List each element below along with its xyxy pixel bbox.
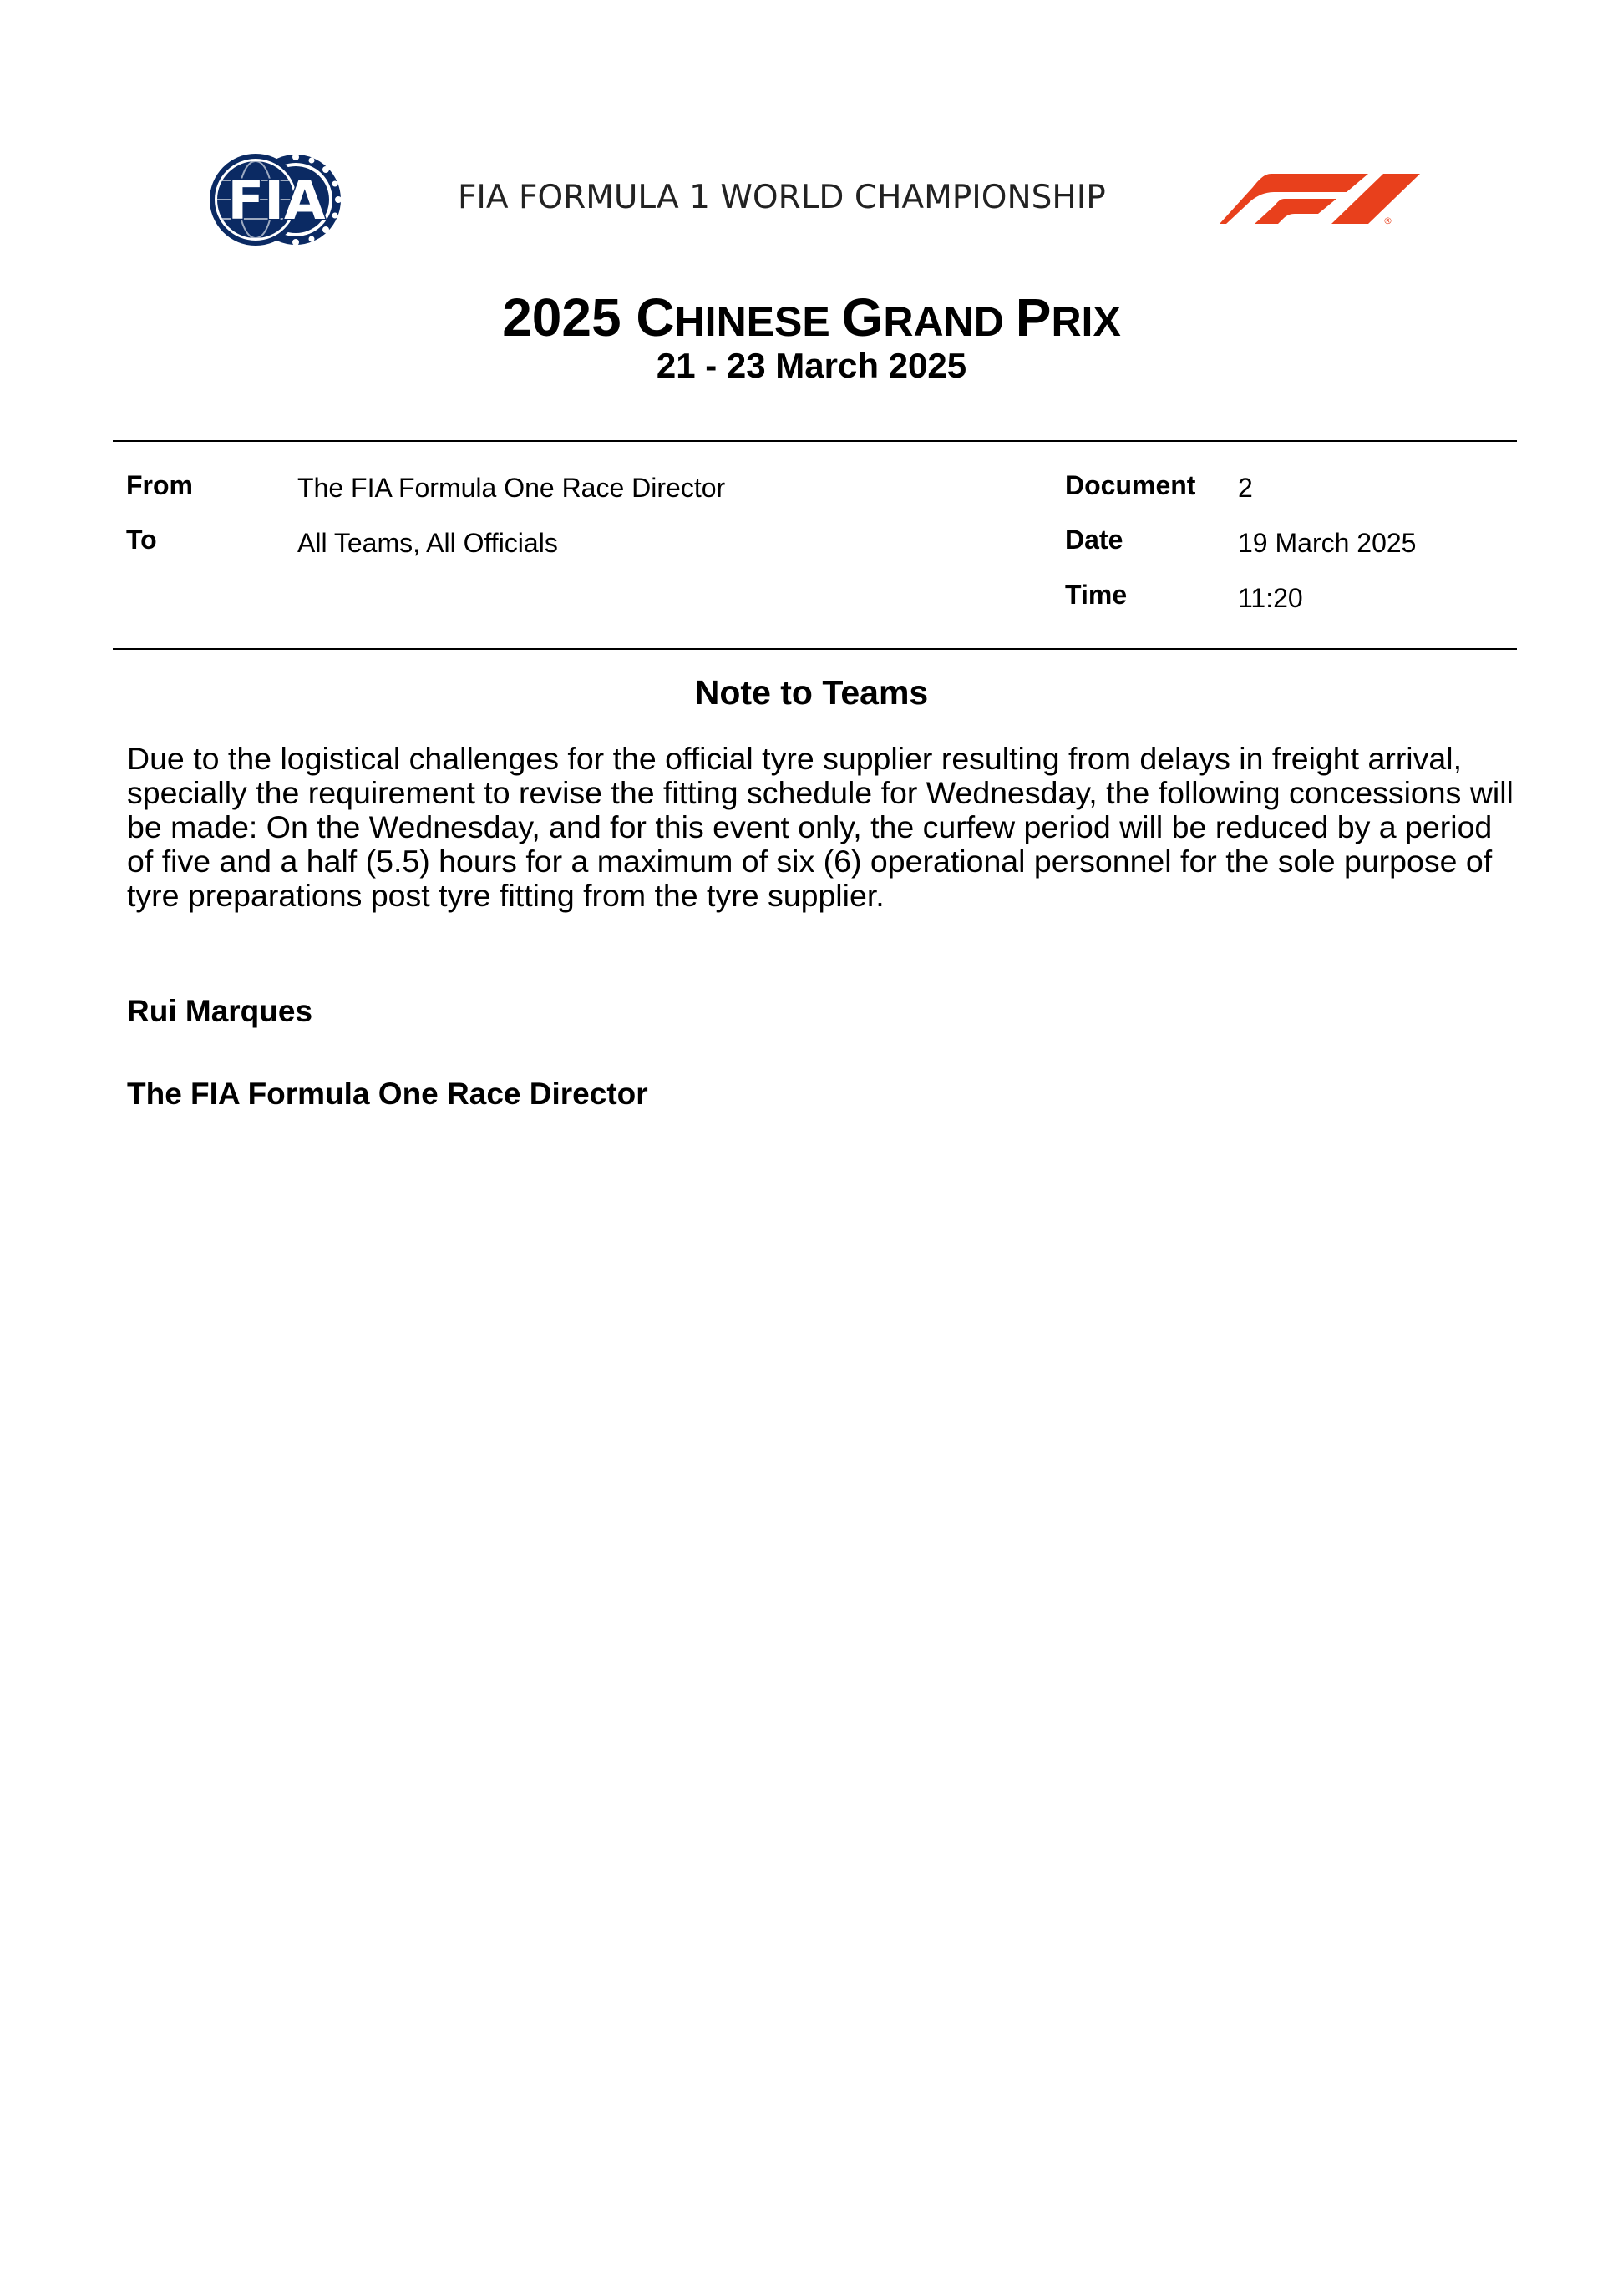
event-dates: 21 - 23 March 2025 bbox=[656, 346, 967, 385]
event-title-cap-3: P bbox=[1015, 287, 1052, 347]
note-line: specially the requirement to revise the fitting schedule for Wednesday, the following concessions will bbox=[127, 775, 1514, 810]
date-value: 19 March 2025 bbox=[1238, 528, 1417, 558]
svg-text:FIA: FIA bbox=[227, 170, 326, 232]
f1-logo-icon bbox=[1220, 174, 1420, 226]
event-title-cap-2: G bbox=[841, 287, 884, 347]
document-label: Document bbox=[1065, 470, 1196, 500]
signatory-name: Rui Marques bbox=[127, 994, 313, 1028]
from-label: From bbox=[126, 470, 193, 500]
to-label: To bbox=[126, 525, 157, 555]
event-title-cap-1: C bbox=[636, 287, 675, 347]
note-body bbox=[127, 742, 1514, 913]
svg-text:®: ® bbox=[1383, 215, 1392, 226]
top-divider bbox=[113, 440, 1517, 442]
document-value: 2 bbox=[1238, 473, 1253, 503]
event-title bbox=[0, 286, 1623, 348]
note-line: tyre preparations post tyre fitting from the tyre supplier. bbox=[127, 878, 885, 913]
signatory-role: The FIA Formula One Race Director bbox=[127, 1077, 648, 1111]
to-value: All Teams, All Officials bbox=[297, 528, 558, 558]
note-heading: Note to Teams bbox=[694, 673, 929, 712]
championship-header: FIA FORMULA 1 WORLD CHAMPIONSHIP bbox=[458, 179, 1106, 216]
event-title-year: 2025 bbox=[502, 287, 637, 347]
event-title-rest-2: RAND bbox=[883, 298, 1016, 345]
bottom-divider bbox=[113, 648, 1517, 650]
date-label: Date bbox=[1065, 525, 1123, 555]
from-value: The FIA Formula One Race Director bbox=[297, 473, 726, 503]
note-line: of five and a half (5.5) hours for a maximum of six (6) operational personnel for the sole purpose of bbox=[127, 844, 1493, 879]
time-value: 11:20 bbox=[1238, 583, 1303, 613]
note-line: be made: On the Wednesday, and for this event only, the curfew period will be reduced by a period bbox=[127, 809, 1493, 844]
event-title-rest-1: HINESE bbox=[674, 298, 842, 345]
time-label: Time bbox=[1065, 580, 1128, 610]
event-title-rest-3: RIX bbox=[1051, 298, 1121, 345]
note-line: Due to the logistical challenges for the official tyre supplier resulting from delays in freight arrival, bbox=[127, 741, 1462, 776]
fia-logo-icon bbox=[207, 150, 347, 249]
